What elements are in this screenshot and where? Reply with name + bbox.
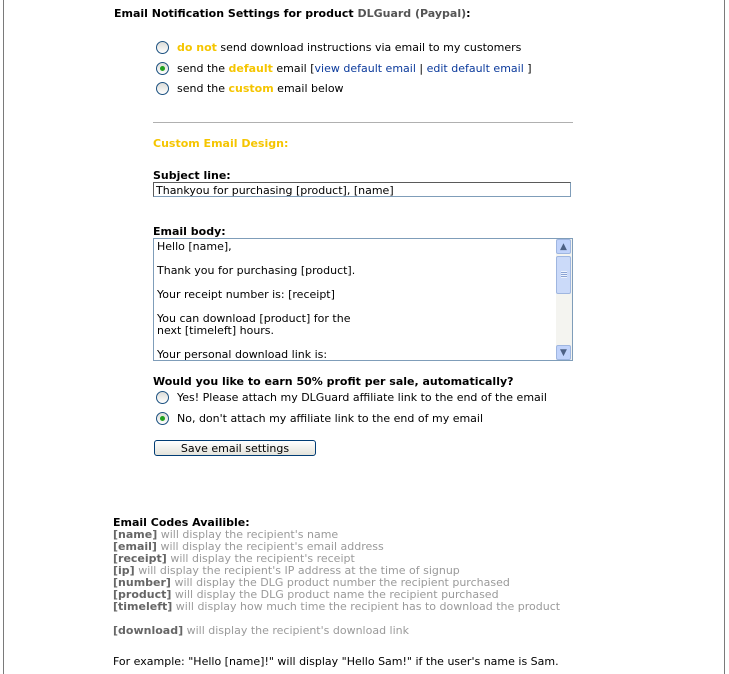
radio-do-not-send[interactable] (156, 41, 169, 54)
code-desc: will display the DLG product number the recipient purchased (170, 576, 510, 589)
affiliate-question: Would you like to earn 50% profit per sale, automatically? (153, 375, 514, 388)
codes-heading: Email Codes Availible: (113, 516, 250, 529)
edit-default-email-link[interactable]: edit default email (426, 62, 524, 75)
code-desc: will display the recipient's email address (156, 540, 384, 553)
radio-affiliate-no[interactable] (156, 412, 169, 425)
radio-affiliate-yes[interactable] (156, 391, 169, 404)
radio-default-email[interactable] (156, 62, 169, 75)
section-divider (153, 122, 573, 123)
option-custom-pre: send the (177, 82, 229, 95)
email-body-textarea[interactable] (153, 238, 573, 361)
code-tag: [name] (113, 528, 158, 541)
radio-custom-email[interactable] (156, 82, 169, 95)
title-colon: : (466, 7, 471, 20)
code-desc: will display the recipient's download link (183, 624, 410, 637)
view-default-email-link[interactable]: view default email (314, 62, 416, 75)
custom-design-heading: Custom Email Design: (153, 137, 289, 150)
example-text: For example: "Hello [name]!" will display "Hello Sam!" if the user's name is Sam. (113, 655, 559, 668)
code-tag: [number] (113, 576, 171, 589)
option-default-post: email [ (272, 62, 315, 75)
email-body-label: Email body: (153, 225, 226, 238)
option-do-not-highlight: do not (177, 41, 217, 54)
subject-input[interactable]: Thankyou for purchasing [product], [name] (153, 182, 571, 197)
code-desc: will display the DLG product name the recipient purchased (171, 588, 499, 601)
scroll-down-icon[interactable]: ▼ (556, 345, 571, 360)
option-custom-highlight: custom (228, 82, 274, 95)
code-desc: will display the recipient's IP address at the time of signup (134, 564, 460, 577)
affiliate-no-label: No, don't attach my affiliate link to the end of my email (177, 412, 484, 425)
option-custom-post: email below (273, 82, 344, 95)
option-default-highlight: default (228, 62, 273, 75)
product-name: DLGuard (Paypal) (357, 7, 467, 20)
code-tag: [download] (113, 624, 184, 637)
code-desc: will display the recipient's name (157, 528, 339, 541)
frame-border-right (724, 0, 725, 674)
affiliate-no-option[interactable] (156, 412, 483, 425)
page-title (114, 7, 471, 20)
option-do-not-send[interactable] (156, 41, 521, 54)
option-do-not-text: send download instructions via email to my customers (216, 41, 522, 54)
code-desc: will display the recipient's receipt (166, 552, 355, 565)
option-default-end: ] (523, 62, 532, 75)
affiliate-yes-label: Yes! Please attach my DLGuard affiliate link to the end of the email (177, 391, 547, 404)
save-email-settings-button[interactable]: Save email settings (154, 440, 316, 456)
code-timeleft (113, 600, 560, 613)
option-custom-email[interactable] (156, 82, 344, 95)
scroll-up-icon[interactable]: ▲ (556, 239, 571, 254)
option-default-email[interactable] (156, 62, 532, 75)
subject-label: Subject line: (153, 169, 231, 182)
email-body-scrollbar[interactable] (556, 239, 572, 360)
page-title-text: Email Notification Settings for product (114, 7, 354, 20)
code-tag: [product] (113, 588, 172, 601)
code-tag: [receipt] (113, 552, 167, 565)
code-tag: [email] (113, 540, 157, 553)
email-body-text[interactable]: Hello [name], Thank you for purchasing [product]. Your receipt number is: [receipt] You can download [product] for the next [timeleft] hours. Your personal download link is: (157, 240, 356, 361)
option-default-pre: send the (177, 62, 229, 75)
scroll-thumb[interactable] (556, 256, 571, 294)
frame-border-left (3, 0, 4, 674)
code-desc: will display how much time the recipient has to download the product (172, 600, 561, 613)
affiliate-yes-option[interactable] (156, 391, 547, 404)
link-separator: | (415, 62, 427, 75)
code-tag: [timeleft] (113, 600, 173, 613)
code-tag: [ip] (113, 564, 135, 577)
code-download (113, 624, 409, 637)
